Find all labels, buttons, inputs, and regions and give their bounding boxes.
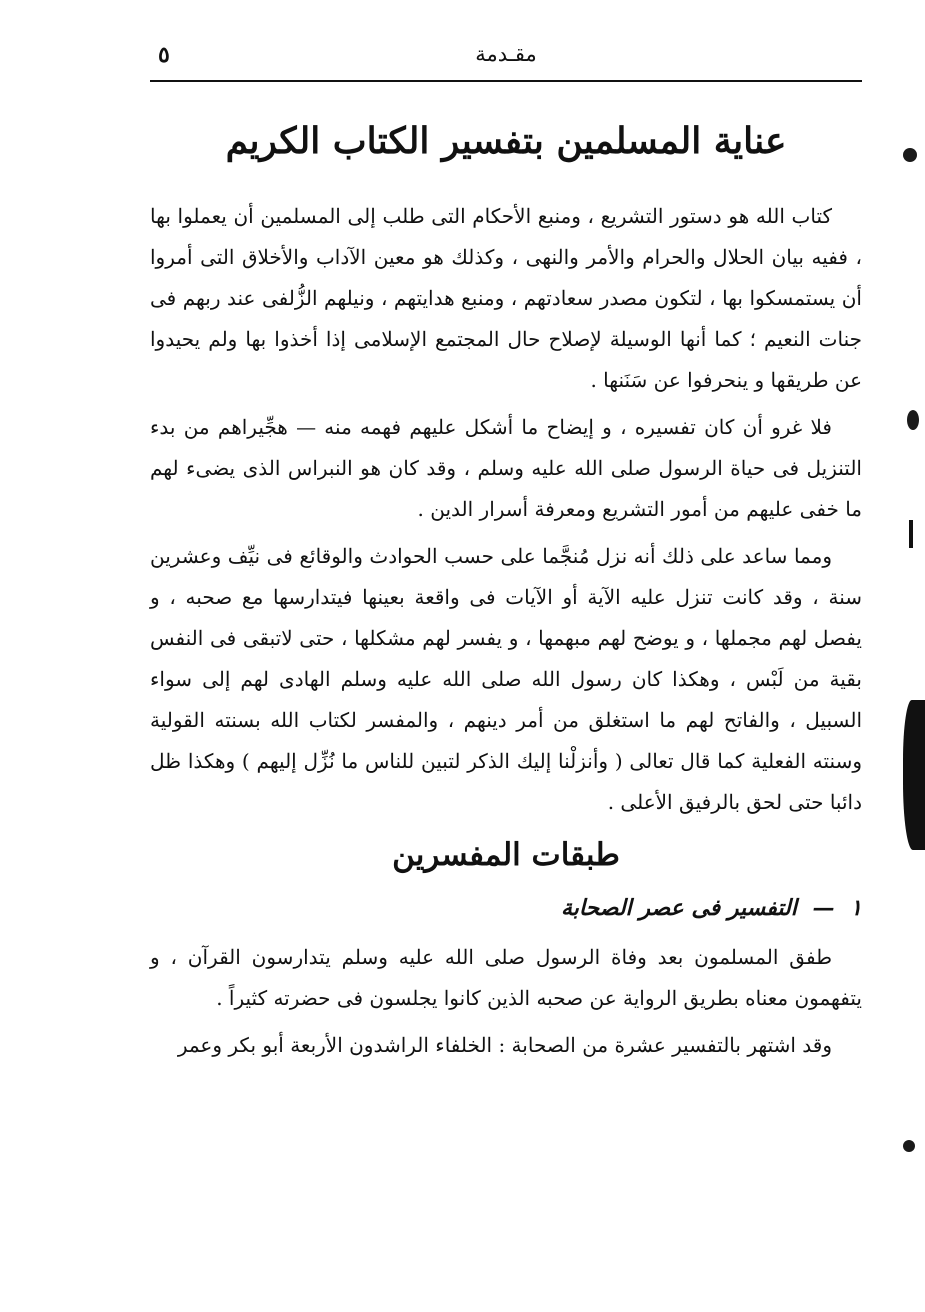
subsection-title: التفسير فى عصر الصحابة [560, 895, 797, 921]
scan-blot [903, 148, 917, 162]
paragraph: ومما ساعد على ذلك أنه نزل مُنجَّما على حسب الحوادث والوقائع فى نيِّف وعشرين سنة ، وقد كانت تنزل عليه الآية أو الآيات فى واقعة بعينها فيتدارسها مع صحبه ، و يفصل لهم مجملها ، و يوضح لهم مبهمها ، و يفسر لهم مشكلها ، حتى لاتبقى فى النفس بقية من لَبْس ، وهكذا كان رسول الله صلى الله عليه وسلم الهادى لهم إلى سواء السبيل ، والفاتح لهم ما استغلق من أمر دينهم ، والمفسر لكتاب الله بسنته القولية وسنته الفعلية كما قال تعالى ( وأنزلْنا إليك الذكر لتبين للناس ما نُزِّل إليهم ) وهكذا ظل دائبا حتى لحق بالرفيق الأعلى . [150, 544, 862, 814]
scan-edge-stain [909, 520, 913, 548]
scan-blot [907, 410, 919, 430]
subsection-heading [150, 895, 862, 921]
subsection-dash: — [812, 895, 835, 921]
page-number: ٥ [158, 42, 170, 68]
page-content [150, 112, 862, 1072]
paragraph: وقد اشتهر بالتفسير عشرة من الصحابة : الخلفاء الراشدون الأربعة أبو بكر وعمر [177, 1033, 832, 1057]
scan-edge-stain [903, 700, 925, 850]
paragraph: طفق المسلمون بعد وفاة الرسول صلى الله عليه وسلم يتدارسون القرآن ، و يتفهمون معناه بطريق الرواية عن صحبه الذين كانوا يجلسون فى حضرته كثيراً . [150, 945, 862, 1010]
paragraph: فلا غرو أن كان تفسيره ، و إيضاح ما أشكل عليهم فهمه منه — هجِّيراهم من بدء التنزيل فى حياة الرسول صلى الله عليه وسلم ، وقد كان هو النبراس الذى يضىء لهم ما خفى عليهم من أمور التشريع ومعرفة أسرار الدين . [150, 415, 862, 521]
running-header [150, 40, 862, 82]
scan-blot [903, 1140, 915, 1152]
section-title-main: عناية المسلمين بتفسير الكتاب الكريم [225, 120, 787, 162]
paragraph: كتاب الله هو دستور التشريع ، ومنبع الأحكام التى طلب إلى المسلمين أن يعملوا بها ، ففيه بيان الحلال والحرام والأمر والنهى ، وكذلك هو معين الآداب والأخلاق التى أمروا أن يستمسكوا بها ، لتكون مصدر سعادتهم ، ومنبع هدايتهم ، ونيلهم الزُّلفى عند ربهم فى جنات النعيم ؛ كما أنها الوسيلة لإصلاح حال المجتمع الإسلامى إذا أخذوا بها ولم يحيدوا عن طريقها و ينحرفوا عن سَنَنها . [150, 204, 862, 392]
running-title: مقـدمة [475, 42, 537, 66]
subsection-number: ١ [850, 895, 862, 921]
section-title-tabaqat: طبقات المفسرين [392, 837, 620, 873]
